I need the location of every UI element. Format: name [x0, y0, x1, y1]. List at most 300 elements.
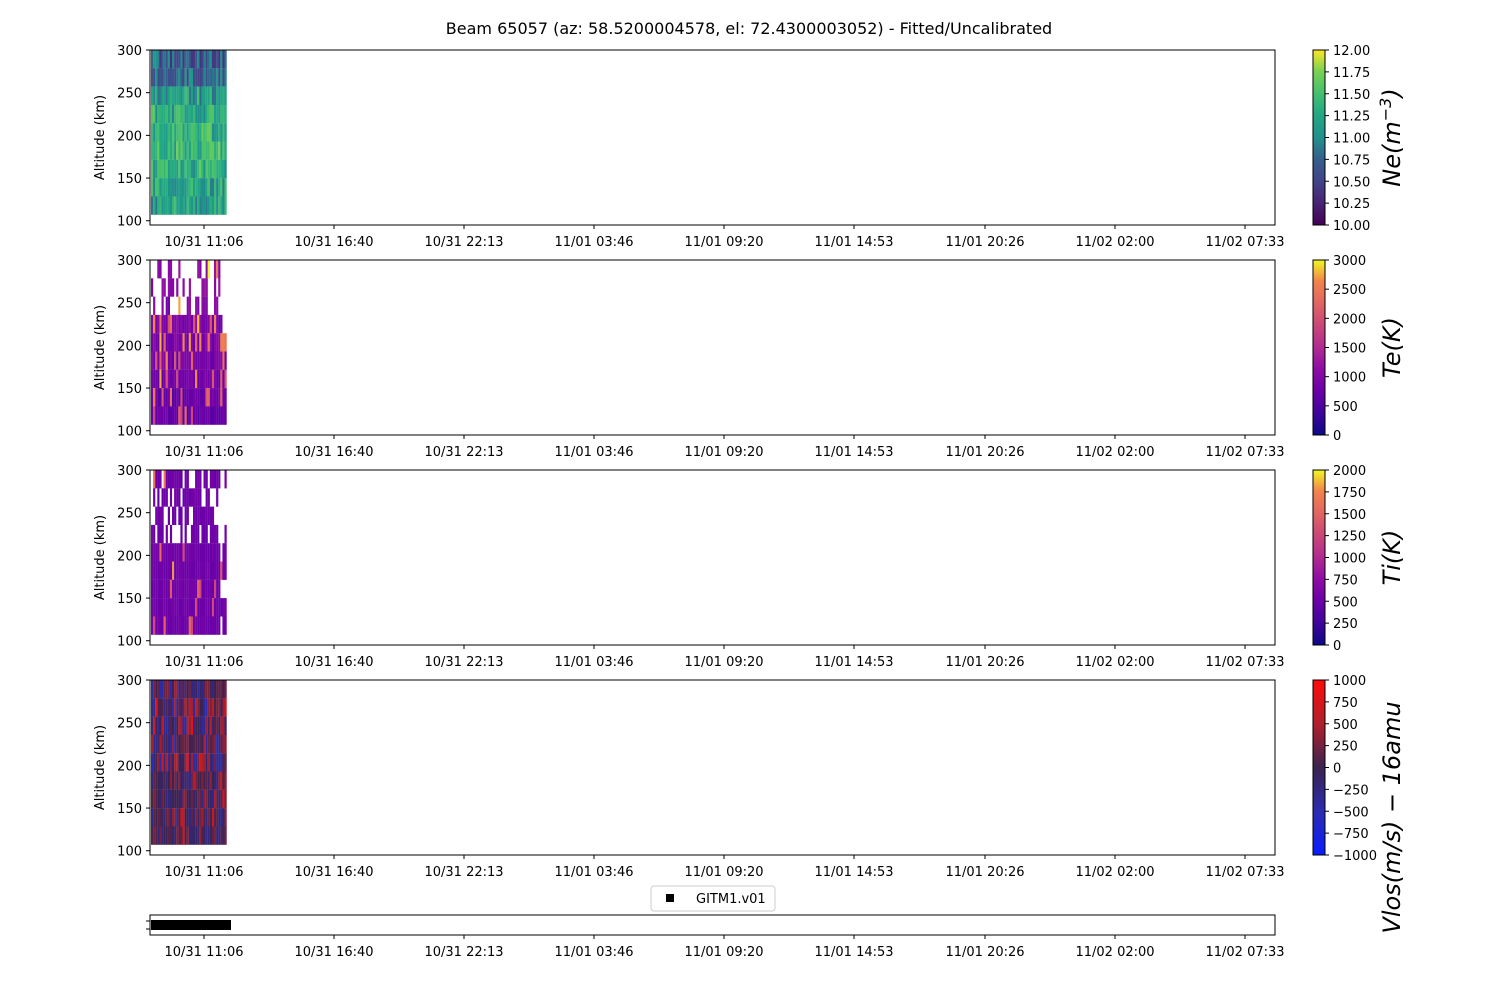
heatmap-cell — [176, 406, 178, 424]
heatmap-cell — [210, 735, 212, 753]
heatmap-cell — [180, 753, 182, 771]
heatmap-cell — [166, 790, 168, 808]
heatmap-cell — [204, 717, 206, 735]
heatmap-cell — [180, 160, 182, 178]
colorbar-bar — [1313, 470, 1325, 645]
heatmap-cell — [225, 388, 227, 406]
heatmap-cell — [189, 160, 191, 178]
heatmap-cell — [199, 178, 201, 196]
heatmap-cell — [151, 753, 153, 771]
heatmap-cell — [180, 598, 182, 616]
heatmap-cell — [216, 297, 218, 315]
heatmap-cell — [208, 315, 210, 333]
heatmap-cell — [212, 698, 214, 716]
heatmap-cell — [201, 753, 203, 771]
heatmap-cell — [210, 87, 212, 105]
heatmap-cell — [195, 562, 197, 580]
heatmap-cell — [193, 105, 195, 123]
heatmap-cell — [185, 87, 187, 105]
heatmap-cell — [199, 50, 201, 68]
heatmap-cell — [153, 543, 155, 561]
heatmap-cell — [155, 680, 157, 698]
heatmap-cell — [172, 735, 174, 753]
heatmap-cell — [166, 488, 168, 506]
heatmap-cell — [212, 753, 214, 771]
heatmap-cell — [162, 580, 164, 598]
heatmap-cell — [155, 196, 157, 214]
heatmap-cell — [225, 735, 227, 753]
heatmap-cell — [159, 123, 161, 141]
heatmap-cell — [216, 735, 218, 753]
heatmap-cell — [206, 406, 208, 424]
heatmap-cell — [185, 562, 187, 580]
y-tick-label: 100 — [117, 634, 142, 650]
heatmap-cell — [191, 87, 193, 105]
heatmap-cell — [176, 772, 178, 790]
heatmap-cell — [204, 753, 206, 771]
heatmap-cell — [220, 333, 222, 351]
heatmap-cell — [214, 616, 216, 634]
x-tick-label: 10/31 16:40 — [294, 865, 374, 880]
heatmap-cell — [172, 160, 174, 178]
heatmap-cell — [212, 525, 214, 543]
heatmap-cell — [195, 406, 197, 424]
heatmap-cell — [159, 105, 161, 123]
heatmap-cell — [218, 388, 220, 406]
colorbar-tick-label: −500 — [1333, 805, 1369, 821]
heatmap-cell — [212, 470, 214, 488]
heatmap-cell — [220, 406, 222, 424]
heatmap-cell — [208, 616, 210, 634]
heatmap-cell — [201, 772, 203, 790]
heatmap-cell — [212, 105, 214, 123]
heatmap-cell — [210, 105, 212, 123]
colorbar-Ne — [1313, 44, 1406, 234]
heatmap-cell — [168, 160, 170, 178]
heatmap-cell — [216, 616, 218, 634]
heatmap-cell — [193, 826, 195, 844]
heatmap-cell — [204, 142, 206, 160]
heatmap-cell — [191, 160, 193, 178]
heatmap-cell — [183, 808, 185, 826]
heatmap-cell — [214, 297, 216, 315]
heatmap-cell — [218, 790, 220, 808]
heatmap-cell — [195, 616, 197, 634]
heatmap-cell — [180, 580, 182, 598]
heatmap-cell — [174, 790, 176, 808]
heatmap-cell — [208, 333, 210, 351]
heatmap-cell — [201, 406, 203, 424]
heatmap-cell — [172, 543, 174, 561]
x-tick-label: 11/01 09:20 — [684, 655, 764, 670]
x-tick-label: 11/02 07:33 — [1205, 945, 1285, 960]
heatmap-cell — [162, 543, 164, 561]
heatmap-cell — [193, 717, 195, 735]
heatmap-cell — [164, 598, 166, 616]
x-tick-label: 10/31 16:40 — [294, 655, 374, 670]
x-tick-label: 11/01 03:46 — [554, 655, 634, 670]
heatmap-cell — [185, 68, 187, 86]
heatmap-cell — [164, 178, 166, 196]
heatmap-cell — [199, 333, 201, 351]
y-tick-label: 300 — [117, 674, 142, 689]
heatmap-cell — [187, 68, 189, 86]
heatmap-cell — [208, 105, 210, 123]
heatmap-cell — [204, 826, 206, 844]
heatmap-cell — [204, 698, 206, 716]
heatmap-cell — [164, 698, 166, 716]
heatmap-cell — [201, 680, 203, 698]
heatmap-cell — [199, 543, 201, 561]
heatmap-cell — [189, 315, 191, 333]
heatmap-cell — [187, 50, 189, 68]
heatmap-cell — [193, 790, 195, 808]
heatmap-cell — [162, 87, 164, 105]
heatmap-cell — [225, 105, 227, 123]
heatmap-cell — [172, 470, 174, 488]
heatmap-cell — [197, 680, 199, 698]
heatmap-cell — [151, 388, 153, 406]
heatmap-cell — [153, 488, 155, 506]
heatmap-cell — [193, 87, 195, 105]
heatmap-cell — [206, 105, 208, 123]
x-tick-label: 11/01 03:46 — [554, 445, 634, 460]
heatmap-cell — [222, 178, 224, 196]
heatmap-cell — [218, 352, 220, 370]
heatmap-cell — [155, 105, 157, 123]
x-tick-label: 11/01 14:53 — [814, 445, 894, 460]
heatmap-cell — [155, 315, 157, 333]
heatmap-cell — [201, 388, 203, 406]
colorbar-bar — [1313, 680, 1325, 855]
heatmap-cell — [225, 370, 227, 388]
heatmap-cell — [195, 388, 197, 406]
heatmap-cell — [204, 772, 206, 790]
heatmap-cell — [168, 68, 170, 86]
heatmap-cell — [176, 543, 178, 561]
heatmap-cell — [170, 87, 172, 105]
heatmap-cell — [185, 790, 187, 808]
heatmap-cell — [206, 753, 208, 771]
heatmap-cell — [189, 333, 191, 351]
heatmap-cell — [176, 68, 178, 86]
heatmap-cell — [206, 142, 208, 160]
heatmap-cell — [214, 525, 216, 543]
heatmap-cell — [214, 123, 216, 141]
heatmap-cell — [180, 717, 182, 735]
colorbar-tick-label: 10.00 — [1333, 219, 1371, 234]
x-tick-label: 11/01 09:20 — [684, 235, 764, 250]
heatmap-cell — [193, 543, 195, 561]
colorbar-tick-label: −750 — [1333, 827, 1369, 843]
heatmap-cell — [187, 562, 189, 580]
heatmap-cell — [164, 352, 166, 370]
heatmap-cell — [153, 388, 155, 406]
heatmap-cell — [155, 160, 157, 178]
heatmap-cell — [157, 260, 159, 278]
heatmap-cell — [225, 790, 227, 808]
heatmap-cell — [222, 772, 224, 790]
heatmap-cell — [214, 790, 216, 808]
heatmap-cell — [151, 50, 153, 68]
heatmap-cell — [172, 808, 174, 826]
heatmap-cell — [195, 507, 197, 525]
heatmap-cell — [155, 543, 157, 561]
heatmap-cell — [206, 488, 208, 506]
heatmap-cell — [201, 698, 203, 716]
heatmap-cell — [162, 352, 164, 370]
heatmap-cell — [168, 580, 170, 598]
heatmap-cell — [157, 753, 159, 771]
heatmap-cell — [212, 808, 214, 826]
y-tick-label: 200 — [117, 759, 142, 775]
y-tick-label: 300 — [117, 254, 142, 269]
heatmap-cell — [153, 562, 155, 580]
heatmap-cell — [208, 753, 210, 771]
heatmap-cell — [225, 616, 227, 634]
heatmap-cell — [180, 333, 182, 351]
heatmap-cell — [197, 315, 199, 333]
heatmap-cell — [206, 370, 208, 388]
y-tick-label: 150 — [117, 382, 142, 398]
colorbar-Vlos — [1313, 674, 1406, 934]
heatmap-cell — [155, 790, 157, 808]
heatmap-cell — [176, 616, 178, 634]
heatmap-cell — [153, 826, 155, 844]
heatmap-cell — [212, 772, 214, 790]
heatmap-cell — [185, 388, 187, 406]
heatmap-cell — [170, 352, 172, 370]
heatmap-cell — [159, 525, 161, 543]
heatmap-cell — [206, 123, 208, 141]
heatmap-cell — [183, 278, 185, 296]
heatmap-cell — [199, 680, 201, 698]
heatmap-cell — [176, 105, 178, 123]
heatmap-cell — [197, 333, 199, 351]
heatmap-cell — [189, 68, 191, 86]
heatmap-cell — [189, 196, 191, 214]
heatmap-cell — [174, 562, 176, 580]
heatmap-cell — [225, 333, 227, 351]
heatmap-cell — [168, 123, 170, 141]
colorbar-label: $Ne(m^{-3})$ — [1376, 88, 1406, 187]
heatmap-cell — [151, 808, 153, 826]
heatmap-cell — [216, 105, 218, 123]
heatmap-cell — [164, 735, 166, 753]
heatmap-cell — [168, 772, 170, 790]
heatmap-cell — [210, 543, 212, 561]
heatmap-cell — [210, 50, 212, 68]
colorbar-tick-label: 2000 — [1333, 312, 1367, 328]
heatmap-cell — [189, 370, 191, 388]
heatmap-cell — [201, 616, 203, 634]
heatmap-cell — [193, 68, 195, 86]
heatmap-cell — [172, 406, 174, 424]
heatmap-cell — [206, 160, 208, 178]
heatmap-cell — [220, 735, 222, 753]
heatmap-cell — [172, 717, 174, 735]
heatmap-cell — [180, 543, 182, 561]
heatmap-cell — [166, 160, 168, 178]
heatmap-cell — [195, 50, 197, 68]
heatmap-cell — [162, 315, 164, 333]
heatmap-cell — [216, 370, 218, 388]
heatmap-cell — [204, 406, 206, 424]
heatmap-cell — [155, 753, 157, 771]
heatmap-cell — [153, 50, 155, 68]
heatmap-cell — [195, 352, 197, 370]
heatmap-cell — [218, 160, 220, 178]
x-tick-label: 11/01 09:20 — [684, 445, 764, 460]
colorbar-tick-label: 11.25 — [1333, 109, 1371, 125]
x-tick-label: 10/31 22:13 — [424, 945, 504, 960]
heatmap-cell — [210, 580, 212, 598]
heatmap-cell — [225, 406, 227, 424]
heatmap-cell — [206, 315, 208, 333]
heatmap-cell — [157, 87, 159, 105]
heatmap-cell — [191, 142, 193, 160]
heatmap-cell — [185, 753, 187, 771]
heatmap-cell — [201, 580, 203, 598]
heatmap-cell — [153, 160, 155, 178]
heatmap-cell — [195, 826, 197, 844]
heatmap-cell — [170, 68, 172, 86]
heatmap-cell — [176, 808, 178, 826]
heatmap-cell — [222, 333, 224, 351]
heatmap-cell — [214, 87, 216, 105]
heatmap-cell — [199, 826, 201, 844]
heatmap-cell — [214, 178, 216, 196]
x-tick-label: 10/31 22:13 — [424, 235, 504, 250]
x-tick-label: 11/02 02:00 — [1075, 865, 1155, 880]
heatmap-cell — [204, 160, 206, 178]
heatmap-cell — [168, 388, 170, 406]
colorbar-tick-label: 250 — [1333, 739, 1358, 755]
heatmap-cell — [206, 790, 208, 808]
heatmap-cell — [197, 488, 199, 506]
heatmap-cell — [162, 808, 164, 826]
heatmap-cell — [166, 196, 168, 214]
heatmap-cell — [214, 196, 216, 214]
x-tick-label: 10/31 22:13 — [424, 655, 504, 670]
heatmap-cell — [191, 826, 193, 844]
heatmap-cell — [199, 698, 201, 716]
heatmap-cell — [174, 580, 176, 598]
heatmap-cell — [220, 753, 222, 771]
heatmap-cell — [195, 717, 197, 735]
heatmap-cell — [176, 698, 178, 716]
heatmap-cell — [212, 598, 214, 616]
heatmap-cell — [189, 278, 191, 296]
heatmap-cell — [185, 370, 187, 388]
heatmap-cell — [201, 178, 203, 196]
heatmap-cell — [201, 826, 203, 844]
heatmap-cell — [189, 580, 191, 598]
heatmap-cell — [170, 488, 172, 506]
heatmap-cell — [164, 580, 166, 598]
heatmap-cell — [197, 87, 199, 105]
heatmap-cell — [180, 808, 182, 826]
heatmap-cell — [208, 50, 210, 68]
heatmap-cell — [180, 388, 182, 406]
heatmap-cell — [174, 50, 176, 68]
heatmap-cell — [222, 717, 224, 735]
heatmap-cell — [178, 507, 180, 525]
heatmap-cell — [199, 598, 201, 616]
heatmap-cell — [208, 260, 210, 278]
heatmap-cell — [206, 735, 208, 753]
heatmap-cell — [178, 680, 180, 698]
heatmap-cell — [195, 488, 197, 506]
plot-frame — [150, 915, 1275, 935]
heatmap-cell — [180, 680, 182, 698]
heatmap-cell — [180, 87, 182, 105]
heatmap-cell — [212, 123, 214, 141]
heatmap-cell — [185, 525, 187, 543]
heatmap-cell — [183, 388, 185, 406]
heatmap-cell — [183, 562, 185, 580]
heatmap-cell — [216, 352, 218, 370]
heatmap-cell — [162, 142, 164, 160]
heatmap-cell — [210, 753, 212, 771]
heatmap-cell — [199, 260, 201, 278]
heatmap-cell — [170, 735, 172, 753]
x-tick-label: 10/31 16:40 — [294, 445, 374, 460]
heatmap-cell — [218, 105, 220, 123]
heatmap-cell — [185, 315, 187, 333]
heatmap-cell — [220, 598, 222, 616]
heatmap-cell — [216, 406, 218, 424]
colorbar-tick-label: 0 — [1333, 429, 1342, 444]
heatmap-cell — [201, 507, 203, 525]
heatmap-cell — [189, 123, 191, 141]
heatmap-cell — [183, 142, 185, 160]
heatmap-cell — [162, 178, 164, 196]
heatmap-cell — [197, 388, 199, 406]
heatmap-cell — [220, 196, 222, 214]
heatmap-cell — [185, 123, 187, 141]
heatmap-cell — [193, 488, 195, 506]
heatmap-cell — [178, 260, 180, 278]
heatmap-cell — [178, 68, 180, 86]
heatmap-cell — [178, 616, 180, 634]
heatmap-cell — [151, 315, 153, 333]
heatmap-cell — [164, 87, 166, 105]
heatmap-cell — [162, 105, 164, 123]
heatmap-cell — [180, 470, 182, 488]
heatmap-cell — [193, 772, 195, 790]
heatmap-cell — [197, 160, 199, 178]
heatmap-cell — [162, 388, 164, 406]
heatmap-cell — [201, 562, 203, 580]
heatmap-cell — [174, 598, 176, 616]
heatmap-cell — [162, 196, 164, 214]
heatmap-cell — [170, 616, 172, 634]
heatmap-cell — [172, 790, 174, 808]
legend — [651, 886, 775, 911]
heatmap-cell — [153, 580, 155, 598]
heatmap-cell — [218, 315, 220, 333]
heatmap-cell — [199, 616, 201, 634]
heatmap-cell — [218, 260, 220, 278]
heatmap-cell — [197, 698, 199, 716]
heatmap-cell — [195, 68, 197, 86]
heatmap-cell — [183, 105, 185, 123]
heatmap-cell — [164, 406, 166, 424]
heatmap-cell — [189, 562, 191, 580]
heatmap-cell — [178, 160, 180, 178]
heatmap-cell — [168, 333, 170, 351]
